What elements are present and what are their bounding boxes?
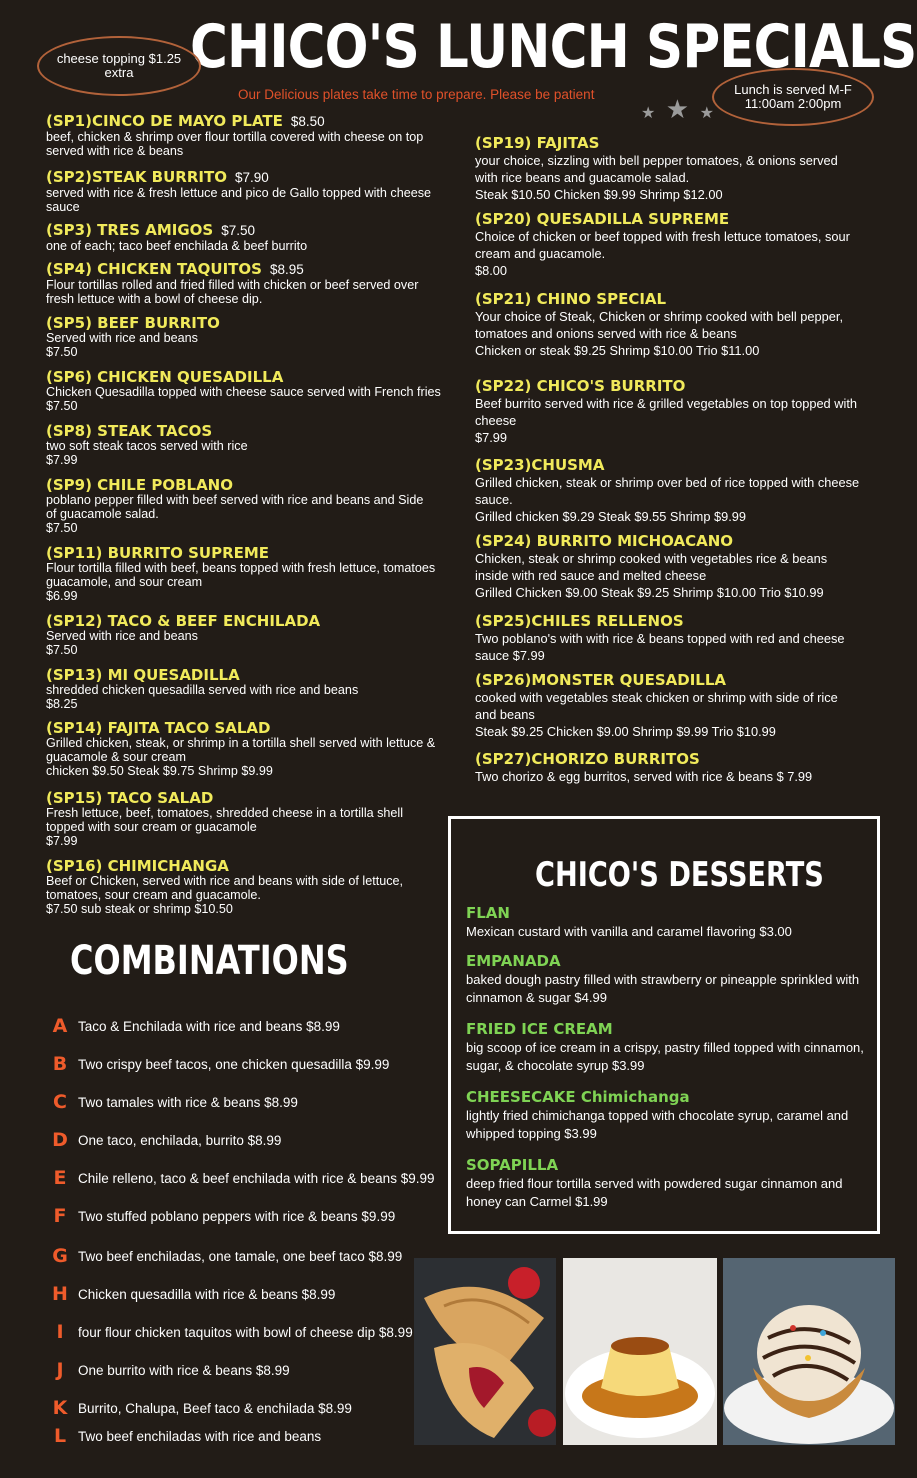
special-price-line: Chicken or steak $9.25 Shrimp $10.00 Trio $11.00 — [475, 343, 760, 358]
combo-letter: J — [56, 1359, 64, 1381]
special-description-line: Beef or Chicken, served with rice and beans with side of lettuce, — [46, 874, 404, 888]
special-price: $8.50 — [290, 114, 325, 129]
special-description-line: Flour tortillas rolled and fried filled with chicken or beef served over — [46, 278, 419, 292]
special-description-line: served with rice & fresh lettuce and pico de Gallo topped with cheese — [46, 186, 432, 200]
special-item — [475, 377, 895, 447]
special-description-line: Beef burrito served with rice & grilled vegetables on top topped with — [475, 396, 857, 411]
hours-line-1: Lunch is served M-F — [734, 82, 852, 97]
special-price-line: $8.00 — [475, 263, 508, 278]
combo-item — [46, 1423, 321, 1449]
special-price-line: Steak $10.50 Chicken $9.99 Shrimp $12.00 — [475, 187, 723, 202]
desserts-box — [448, 816, 880, 1234]
special-item — [46, 719, 446, 778]
special-title: (SP15) TACO SALAD — [46, 789, 214, 807]
combo-letter: F — [53, 1205, 67, 1227]
special-name: (SP24) BURRITO MICHOACANO — [475, 532, 734, 550]
special-item — [46, 221, 446, 254]
special-description-line: with rice beans and guacamole salad. — [475, 170, 690, 185]
special-description-line: served with rice & beans — [46, 143, 184, 158]
special-description-line: Fresh lettuce, beef, tomatoes, shredded cheese in a tortilla shell — [46, 806, 404, 820]
dessert-description-line: big scoop of ice cream in a crispy, pastry filled topped with cinnamon, — [466, 1040, 864, 1055]
special-item — [475, 290, 895, 360]
special-item — [46, 260, 446, 307]
special-price: $7.50 — [221, 223, 256, 238]
combo-text: One taco, enchilada, burrito $8.99 — [78, 1132, 282, 1148]
star-icon: ★ — [699, 105, 714, 122]
dessert-description-line: honey can Carmel $1.99 — [466, 1194, 608, 1209]
dessert-item — [466, 951, 871, 1007]
special-name: (SP25)CHILES RELLENOS — [475, 612, 684, 630]
special-name — [46, 789, 446, 807]
special-description-line: Served with rice and beans — [46, 331, 198, 345]
dessert-item — [466, 903, 871, 941]
special-item — [46, 544, 446, 603]
special-price: $8.95 — [269, 262, 304, 277]
special-name — [46, 857, 446, 875]
combo-item — [46, 1051, 389, 1077]
combo-item — [46, 1243, 402, 1269]
combo-text: four flour chicken taquitos with bowl of cheese dip $8.99 — [78, 1324, 413, 1340]
special-description-line: $7.50 sub steak or shrimp $10.50 — [46, 901, 233, 916]
special-description-line: $7.50 — [46, 344, 78, 359]
special-title: (SP8) STEAK TACOS — [46, 422, 213, 440]
dessert-name: EMPANADA — [466, 952, 561, 970]
flan-photo — [563, 1258, 717, 1445]
combo-text: Two stuffed poblano peppers with rice & beans $9.99 — [78, 1208, 396, 1224]
special-description-line: beef, chicken & shrimp over flour tortilla covered with cheese on top — [46, 130, 424, 144]
star-icon: ★ — [665, 94, 690, 124]
dessert-description-line: baked dough pastry filled with strawberry or pineapple sprinkled with — [466, 972, 860, 987]
dessert-description-line: whipped topping $3.99 — [466, 1126, 597, 1141]
special-name: (SP19) FAJITAS — [475, 134, 600, 152]
special-title: (SP16) CHIMICHANGA — [46, 857, 229, 875]
special-name — [46, 112, 446, 131]
cheese-topping-note — [37, 36, 201, 96]
special-item — [46, 422, 446, 468]
lunch-hours-note — [712, 68, 874, 126]
special-name — [46, 544, 446, 562]
combo-letter: E — [53, 1167, 67, 1189]
special-description-line: sauce — [46, 199, 80, 214]
special-item — [46, 857, 446, 916]
special-description-line: Grilled chicken, steak or shrimp over bed of rice topped with cheese — [475, 475, 860, 490]
special-item — [46, 789, 446, 848]
special-description-line: two soft steak tacos served with rice — [46, 439, 248, 453]
dessert-name: SOPAPILLA — [466, 1156, 559, 1174]
special-item — [46, 314, 446, 360]
special-price-line: Grilled chicken $9.29 Steak $9.55 Shrimp $9.99 — [475, 509, 747, 524]
special-item — [46, 612, 446, 658]
special-description-line: inside with red sauce and melted cheese — [475, 568, 707, 583]
dessert-description-line: cinnamon & sugar $4.99 — [466, 990, 607, 1005]
star-icon: ★ — [641, 105, 656, 122]
combo-item — [46, 1089, 298, 1115]
combo-letter: A — [52, 1015, 68, 1037]
special-title: (SP9) CHILE POBLANO — [46, 476, 233, 494]
combo-item — [46, 1165, 434, 1191]
special-description-line: Choice of chicken or beef topped with fresh lettuce tomatoes, sour — [475, 229, 850, 244]
special-description-line: Flour tortilla filled with beef, beans topped with fresh lettuce, tomatoes — [46, 561, 436, 575]
combo-letter: B — [52, 1053, 68, 1075]
dessert-item — [466, 1087, 871, 1143]
special-description-line: cooked with vegetables steak chicken or shrimp with side of rice — [475, 690, 838, 705]
special-name: (SP22) CHICO'S BURRITO — [475, 377, 686, 395]
dessert-description-line: Mexican custard with vanilla and caramel flavoring $3.00 — [466, 924, 792, 939]
special-title: (SP5) BEEF BURRITO — [46, 314, 220, 332]
special-item — [475, 456, 895, 526]
special-name — [46, 314, 446, 332]
special-price-line: Steak $9.25 Chicken $9.00 Shrimp $9.99 Trio $10.99 — [475, 724, 776, 739]
special-name: (SP20) QUESADILLA SUPREME — [475, 210, 730, 228]
special-name — [46, 719, 446, 737]
dessert-name: FLAN — [466, 904, 510, 922]
combo-letter: L — [53, 1425, 67, 1447]
special-price: $7.90 — [234, 170, 269, 185]
special-description-line: one of each; taco beef enchilada & beef burrito — [46, 239, 308, 253]
special-description-line: Served with rice and beans — [46, 629, 198, 643]
combo-text: Two crispy beef tacos, one chicken quesadilla $9.99 — [78, 1056, 390, 1072]
hours-line-2: 11:00am 2:00pm — [744, 96, 842, 111]
dessert-item — [466, 1155, 871, 1211]
special-item — [46, 666, 446, 712]
special-title: (SP14) FAJITA TACO SALAD — [46, 719, 271, 737]
tagline: Our Delicious plates take time to prepare. Please be patient — [238, 87, 595, 102]
special-title: (SP12) TACO & BEEF ENCHILADA — [46, 612, 321, 630]
special-item — [475, 750, 895, 785]
dessert-name: FRIED ICE CREAM — [466, 1020, 613, 1038]
combo-item — [46, 1357, 290, 1383]
special-description-line: tomatoes and onions served with rice & beans — [475, 326, 737, 341]
special-description-line: Two chorizo & egg burritos, served with rice & beans $ 7.99 — [475, 769, 813, 784]
special-description-line: $6.99 — [46, 588, 78, 603]
combo-letter: I — [56, 1321, 64, 1343]
combo-text: Two tamales with rice & beans $8.99 — [78, 1094, 298, 1110]
special-name: (SP27)CHORIZO BURRITOS — [475, 750, 700, 768]
special-description-line: fresh lettuce with a bowl of cheese dip. — [46, 291, 263, 306]
special-item — [46, 368, 446, 414]
special-description-line: $7.50 — [46, 520, 78, 535]
combo-text: Chicken quesadilla with rice & beans $8.99 — [78, 1286, 336, 1302]
special-title: (SP1)CINCO DE MAYO PLATE — [46, 112, 283, 130]
combo-item — [46, 1127, 281, 1153]
combo-letter: D — [52, 1129, 68, 1151]
special-name: (SP26)MONSTER QUESADILLA — [475, 671, 727, 689]
special-description-line: $7.50 — [46, 398, 78, 413]
special-description-line: Two poblano's with with rice & beans topped with red and cheese — [475, 631, 845, 646]
special-description-line: cheese — [475, 413, 517, 428]
special-name — [46, 168, 446, 187]
special-description-line: tomatoes, sour cream and guacamole. — [46, 887, 261, 902]
special-description-line: $7.99 — [46, 833, 78, 848]
special-description-line: of guacamole salad. — [46, 506, 159, 521]
special-description-line: poblano pepper filled with beef served with rice and beans and Side — [46, 493, 424, 507]
special-price-line: $7.99 — [475, 430, 508, 445]
special-item — [475, 210, 895, 280]
special-description-line: and beans — [475, 707, 535, 722]
special-name — [46, 666, 446, 684]
special-name — [46, 221, 446, 240]
stars-decoration — [641, 94, 714, 125]
special-title: (SP4) CHICKEN TAQUITOS — [46, 260, 262, 278]
desserts-heading: CHICO'S DESSERTS — [535, 855, 824, 895]
special-item — [475, 134, 895, 204]
special-description-line: $7.99 — [46, 452, 78, 467]
combo-item — [46, 1281, 335, 1307]
special-description-line: Chicken, steak or shrimp cooked with vegetables rice & beans — [475, 551, 828, 566]
combo-letter: G — [52, 1245, 68, 1267]
special-item — [46, 168, 446, 215]
special-description-line: cream and guacamole. — [475, 246, 606, 261]
special-description-line: guacamole, and sour cream — [46, 574, 203, 589]
combo-text: Chile relleno, taco & beef enchilada with rice & beans $9.99 — [78, 1170, 435, 1186]
special-description-line: Grilled chicken, steak, or shrimp in a tortilla shell served with lettuce & — [46, 736, 436, 750]
special-description-line: guacamole & sour cream — [46, 749, 186, 764]
special-name — [46, 368, 446, 386]
combo-text: Two beef enchiladas, one tamale, one beef taco $8.99 — [78, 1248, 403, 1264]
empanada-photo — [414, 1258, 556, 1445]
combo-letter: C — [53, 1091, 67, 1113]
special-title: (SP2)STEAK BURRITO — [46, 168, 227, 186]
special-item — [475, 532, 895, 602]
combo-letter: H — [52, 1283, 68, 1305]
combo-item — [46, 1203, 395, 1229]
special-item — [475, 612, 895, 664]
menu-title: CHICO'S LUNCH SPECIALS — [190, 12, 917, 82]
special-title: (SP3) TRES AMIGOS — [46, 221, 214, 239]
special-description-line: Chicken Quesadilla topped with cheese sauce served with French fries — [46, 385, 441, 399]
combo-item — [46, 1395, 352, 1421]
combo-item — [46, 1319, 413, 1345]
special-title: (SP6) CHICKEN QUESADILLA — [46, 368, 284, 386]
combo-text: Burrito, Chalupa, Beef taco & enchilada $8.99 — [78, 1400, 352, 1416]
special-description-line: your choice, sizzling with bell pepper tomatoes, & onions served — [475, 153, 838, 168]
special-description-line: topped with sour cream or guacamole — [46, 819, 257, 834]
combo-text: One burrito with rice & beans $8.99 — [78, 1362, 290, 1378]
dessert-name: CHEESECAKE Chimichanga — [466, 1088, 690, 1106]
special-name: (SP21) CHINO SPECIAL — [475, 290, 667, 308]
special-description-line: $7.50 — [46, 642, 78, 657]
combo-item — [46, 1013, 340, 1039]
special-price-line: Grilled Chicken $9.00 Steak $9.25 Shrimp $10.00 Trio $10.99 — [475, 585, 824, 600]
special-description-line: Your choice of Steak, Chicken or shrimp cooked with bell pepper, — [475, 309, 843, 324]
special-title: (SP13) MI QUESADILLA — [46, 666, 240, 684]
dessert-description-line: deep fried flour tortilla served with powdered sugar cinnamon and — [466, 1176, 843, 1191]
special-item — [46, 476, 446, 535]
special-description-line: $8.25 — [46, 696, 78, 711]
special-item — [475, 671, 895, 741]
special-description-line: sauce $7.99 — [475, 648, 545, 663]
special-description-line: sauce. — [475, 492, 513, 507]
cheese-note-line-2: extra — [104, 65, 134, 80]
special-description-line: shredded chicken quesadilla served with rice and beans — [46, 683, 359, 697]
combo-text: Taco & Enchilada with rice and beans $8.99 — [78, 1018, 340, 1034]
special-name — [46, 612, 446, 630]
dessert-description-line: lightly fried chimichanga topped with chocolate syrup, caramel and — [466, 1108, 849, 1123]
special-name — [46, 476, 446, 494]
dessert-description-line: sugar, & chocolate syrup $3.99 — [466, 1058, 645, 1073]
combo-letter: K — [52, 1397, 68, 1419]
cheese-note-line-1: cheese topping $1.25 — [56, 51, 182, 66]
special-description-line: chicken $9.50 Steak $9.75 Shrimp $9.99 — [46, 763, 273, 778]
special-item — [46, 112, 446, 159]
dessert-item — [466, 1019, 871, 1075]
combo-text: Two beef enchiladas with rice and beans — [78, 1428, 322, 1444]
special-name: (SP23)CHUSMA — [475, 456, 605, 474]
combinations-heading: COMBINATIONS — [70, 938, 349, 984]
special-name — [46, 260, 446, 279]
special-name — [46, 422, 446, 440]
special-title: (SP11) BURRITO SUPREME — [46, 544, 270, 562]
fried-ice-cream-photo — [723, 1258, 895, 1445]
